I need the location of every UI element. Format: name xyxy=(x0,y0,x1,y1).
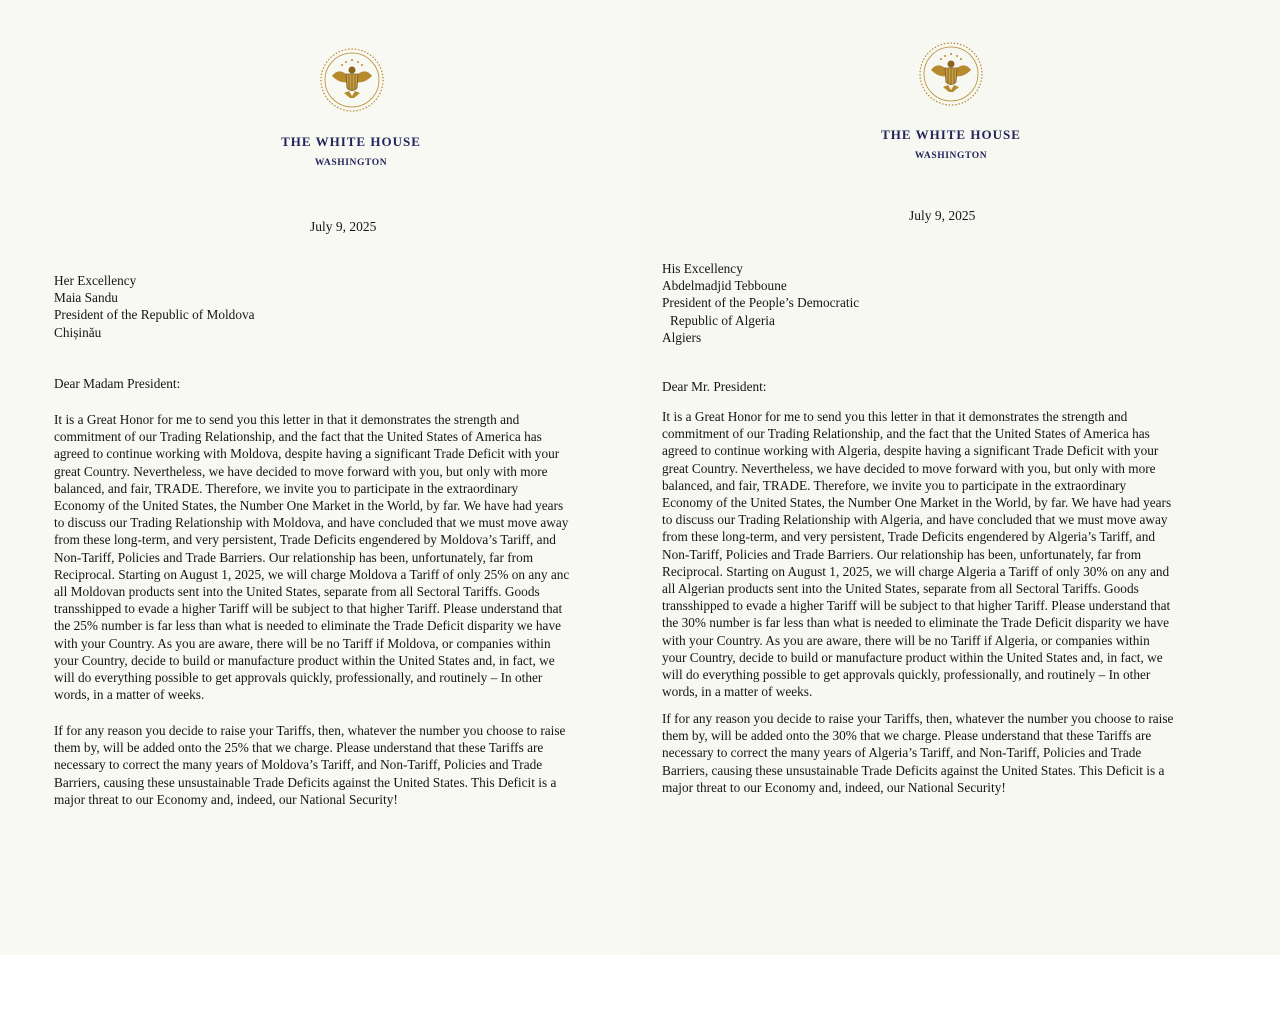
body-line: to discuss our Trading Relationship with Moldova, and have concluded that we must move away xyxy=(54,515,569,531)
address-line: President of the Republic of Moldova xyxy=(54,307,255,323)
body-line: from these long-term, and very persistent, Trade Deficits engendered by Moldova’s Tariff, and xyxy=(54,532,556,548)
body-line: all Algerian products sent into the United States, separate from all Sectoral Tariffs. Goods xyxy=(662,581,1139,597)
body-line: from these long-term, and very persistent, Trade Deficits engendered by Algeria’s Tariff, and xyxy=(662,529,1156,545)
body-paragraph-2 xyxy=(54,722,565,808)
address-line: Maia Sandu xyxy=(54,290,118,306)
body-line: Barriers, causing these unsustainable Trade Deficits against the United States. This Deficit is a xyxy=(54,774,557,790)
body-line: major threat to our Economy and, indeed, our National Security! xyxy=(54,791,398,807)
letter-date: July 9, 2025 xyxy=(310,219,377,234)
body-line: If for any reason you decide to raise your Tariffs, then, whatever the number you choose to raise xyxy=(662,711,1174,726)
letterhead-title: THE WHITE HOUSE xyxy=(881,127,1021,142)
address-line: Republic of Algeria xyxy=(670,312,775,328)
letter-date: July 9, 2025 xyxy=(909,208,976,223)
body-line: necessary to correct the many years of Moldova’s Tariff, and Non-Tariff, Policies and Trade xyxy=(54,757,543,773)
letterhead-city: WASHINGTON xyxy=(914,151,988,161)
presidential-seal-icon xyxy=(917,40,985,108)
body-line: necessary to correct the many years of Algeria’s Tariff, and Non-Tariff, Policies and Trade xyxy=(662,745,1142,761)
body-line: them by, will be added onto the 25% that we charge. Please understand that these Tariffs are xyxy=(54,740,544,756)
body-line: Reciprocal. Starting on August 1, 2025, we will charge Moldova a Tariff of only 25% on any anc xyxy=(54,566,570,582)
body-line: If for any reason you decide to raise your Tariffs, then, whatever the number you choose to raise xyxy=(54,723,566,738)
body-line: great Country. Nevertheless, we have decided to move forward with you, but only with more xyxy=(662,460,1156,476)
body-line: all Moldovan products sent into the United States, separate from all Sectoral Tariffs. Goods xyxy=(54,584,540,600)
body-line: your Country, decide to build or manufacture product within the United States and, in fact, we xyxy=(662,649,1163,665)
body-line: to discuss our Trading Relationship with Algeria, and have concluded that we must move away xyxy=(662,512,1168,528)
address-line: Abdelmadjid Tebboune xyxy=(662,278,787,294)
body-line: great Country. Nevertheless, we have decided to move forward with you, but only with more xyxy=(54,463,548,479)
salutation: Dear Mr. President: xyxy=(662,379,767,394)
address-line: His Excellency xyxy=(662,261,743,276)
letter-moldova xyxy=(0,0,641,955)
body-line: Non-Tariff, Policies and Trade Barriers. Our relationship has been, unfortunately, far from xyxy=(54,549,534,565)
letterhead-title: THE WHITE HOUSE xyxy=(281,134,421,149)
body-line: commitment of our Trading Relationship, and the fact that the United States of America has xyxy=(54,429,542,445)
body-line: Economy of the United States, the Number One Market in the World, by far. We have had years xyxy=(54,498,564,514)
body-line: will do everything possible to get approvals quickly, professionally, and routinely – In other xyxy=(662,667,1151,683)
body-line: It is a Great Honor for me to send you this letter in that it demonstrates the strength and xyxy=(662,409,1128,424)
letter-algeria xyxy=(641,0,1280,955)
presidential-seal-icon xyxy=(318,46,386,114)
address-line: President of the People’s Democratic xyxy=(662,295,860,311)
body-line: with your Country. As you are aware, there will be no Tariff if Moldova, or companies within xyxy=(54,635,551,651)
body-line: Economy of the United States, the Number One Market in the World, by far. We have had years xyxy=(662,495,1172,511)
salutation: Dear Madam President: xyxy=(54,376,181,391)
body-line: Barriers, causing these unsustainable Trade Deficits against the United States. This Deficit is a xyxy=(662,762,1165,778)
recipient-address xyxy=(662,260,859,346)
address-line: Her Excellency xyxy=(54,273,137,288)
body-line: Non-Tariff, Policies and Trade Barriers. Our relationship has been, unfortunately, far from xyxy=(662,546,1142,562)
letterhead-city: WASHINGTON xyxy=(314,158,388,168)
body-line: words, in a matter of weeks. xyxy=(662,684,813,700)
body-line: agreed to continue working with Algeria, despite having a significant Trade Deficit with your xyxy=(662,443,1159,459)
body-paragraph-1 xyxy=(54,411,569,703)
body-line: them by, will be added onto the 30% that we charge. Please understand that these Tariffs are xyxy=(662,728,1152,744)
body-line: words, in a matter of weeks. xyxy=(54,687,205,703)
address-line: Chișinău xyxy=(54,324,102,340)
body-line: major threat to our Economy and, indeed, our National Security! xyxy=(662,779,1006,795)
body-line: balanced, and fair, TRADE. Therefore, we invite you to participate in the extraordinary xyxy=(662,477,1127,493)
recipient-address xyxy=(54,272,255,341)
body-line: agreed to continue working with Moldova, despite having a significant Trade Deficit with your xyxy=(54,446,560,462)
body-line: transshipped to evade a higher Tariff will be subject to that higher Tariff. Please understand that xyxy=(662,598,1171,614)
body-line: will do everything possible to get approvals quickly, professionally, and routinely – In other xyxy=(54,670,543,686)
body-paragraph-2 xyxy=(662,710,1173,796)
body-line: the 25% number is far less than what is needed to eliminate the Trade Deficit disparity we have xyxy=(54,618,561,634)
body-line: transshipped to evade a higher Tariff will be subject to that higher Tariff. Please understand that xyxy=(54,601,563,617)
body-paragraph-1 xyxy=(662,408,1171,700)
body-line: Reciprocal. Starting on August 1, 2025, we will charge Algeria a Tariff of only 30% on any and xyxy=(662,563,1170,579)
body-line: commitment of our Trading Relationship, and the fact that the United States of America has xyxy=(662,426,1150,442)
body-line: balanced, and fair, TRADE. Therefore, we invite you to participate in the extraordinary xyxy=(54,480,519,496)
body-line: the 30% number is far less than what is needed to eliminate the Trade Deficit disparity we have xyxy=(662,615,1169,631)
address-line: Algiers xyxy=(662,329,702,345)
body-line: with your Country. As you are aware, there will be no Tariff if Algeria, or companies within xyxy=(662,632,1150,648)
body-line: your Country, decide to build or manufacture product within the United States and, in fact, we xyxy=(54,652,555,668)
body-line: It is a Great Honor for me to send you this letter in that it demonstrates the strength and xyxy=(54,412,520,427)
